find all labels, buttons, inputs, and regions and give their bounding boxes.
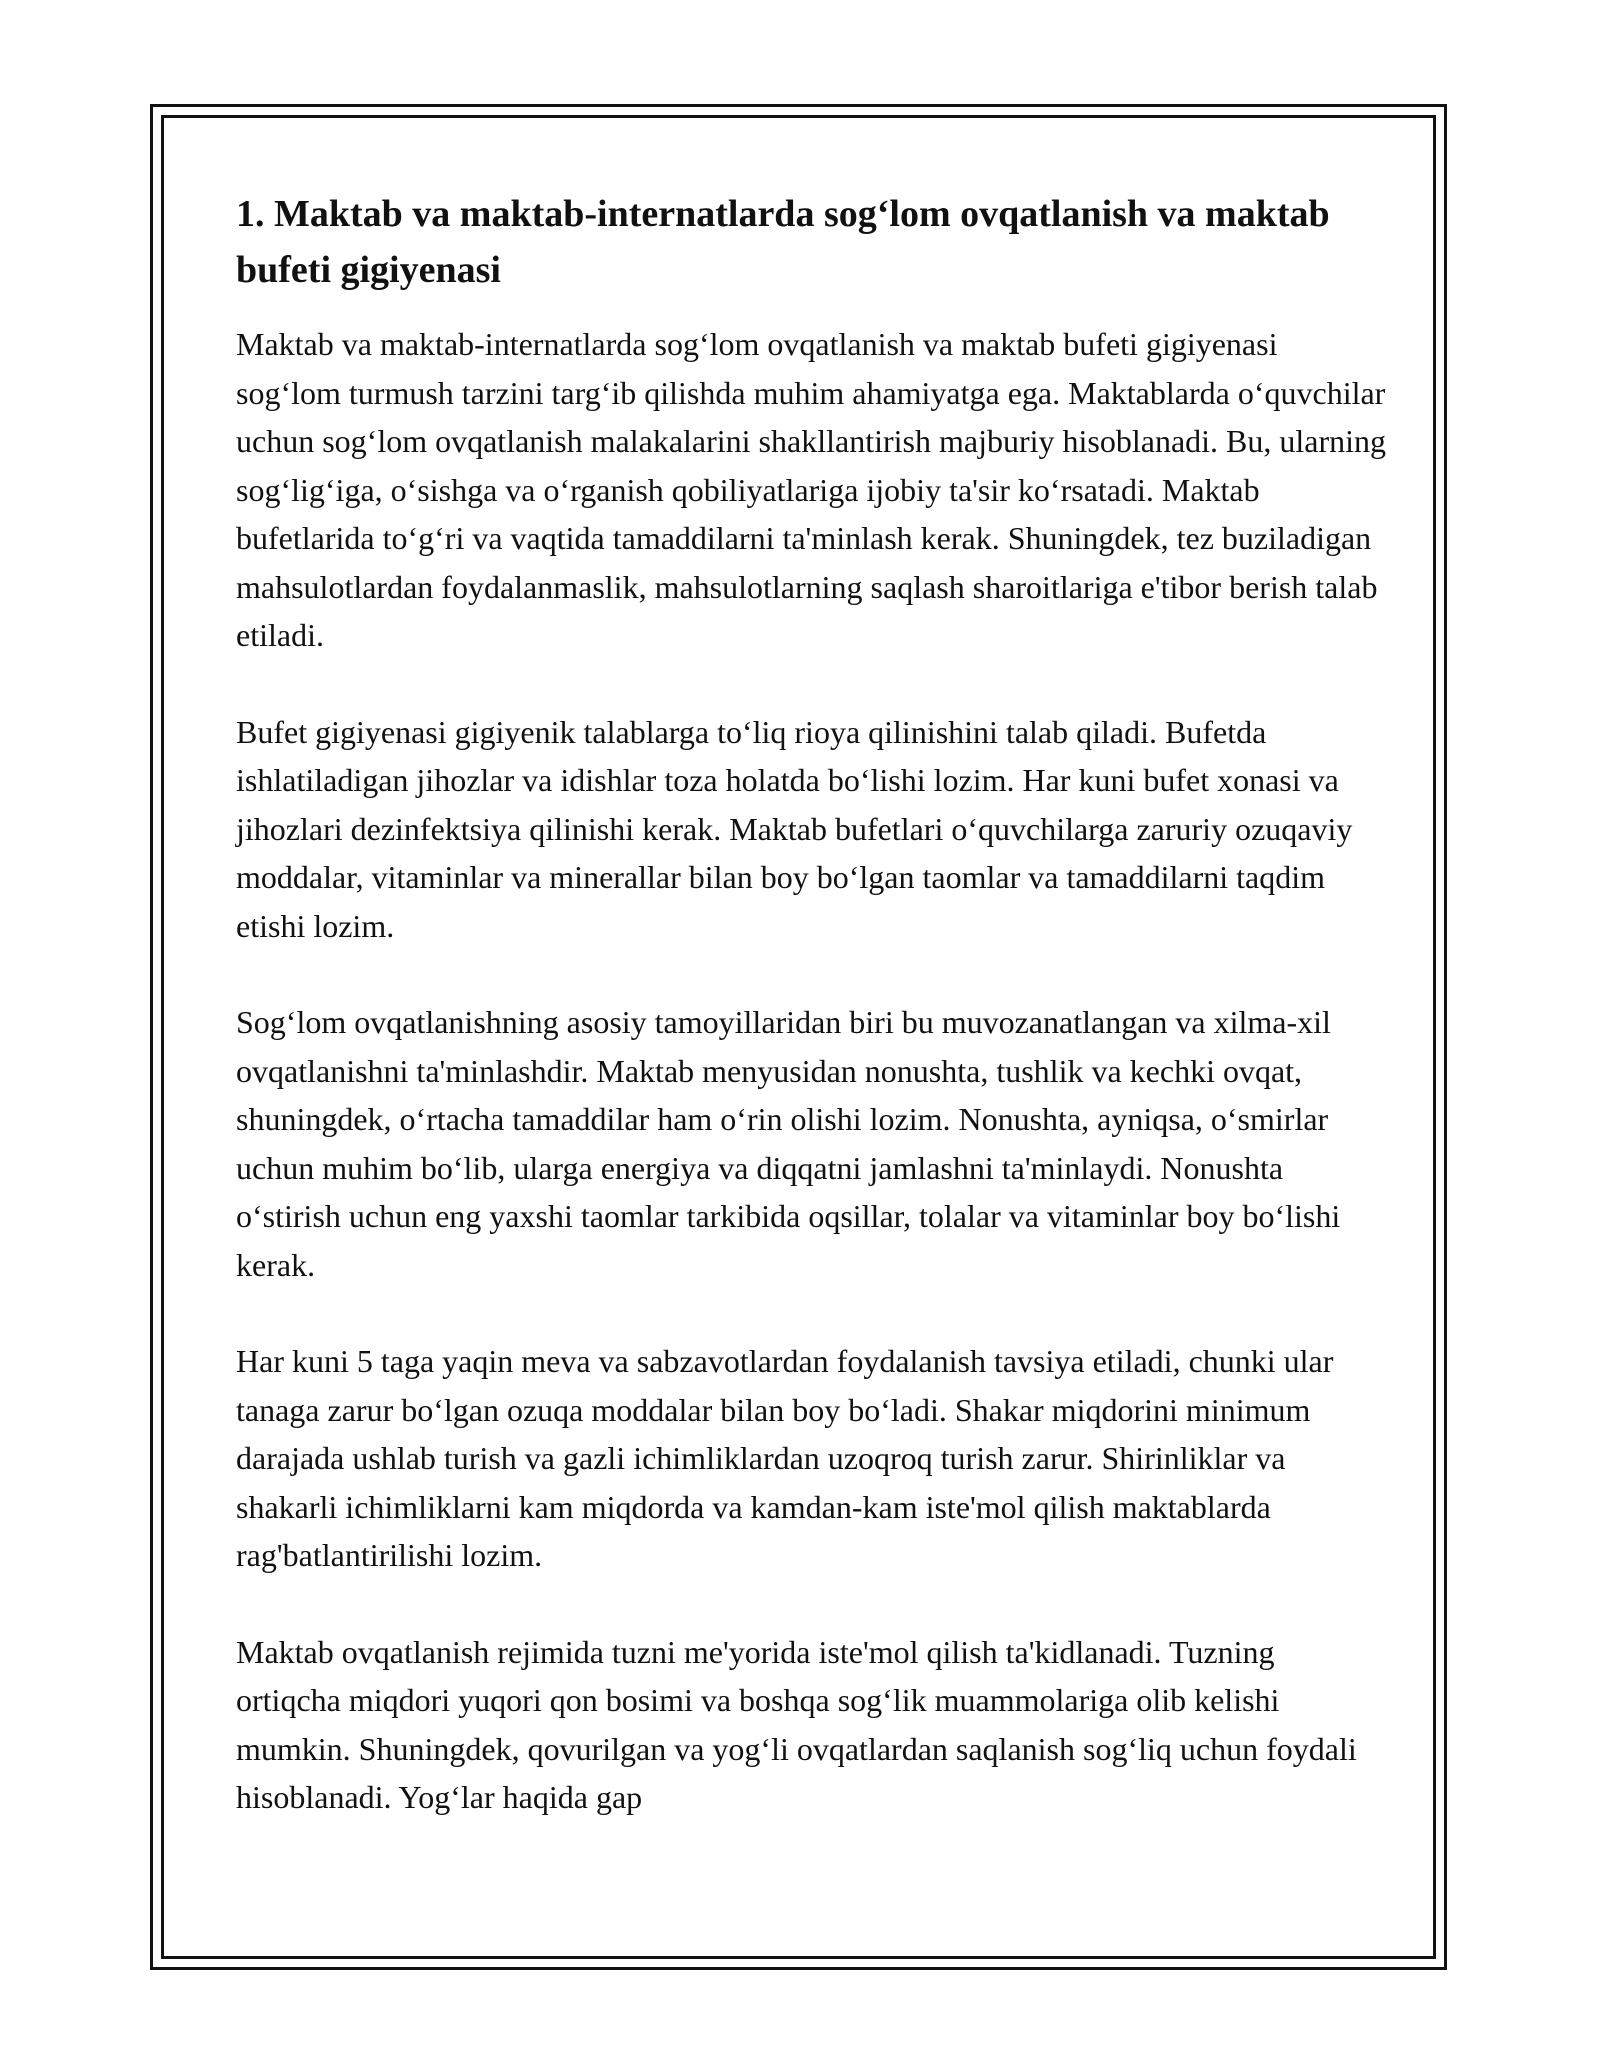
document-body bbox=[236, 186, 1386, 1870]
section-heading: 1. Maktab va maktab-internatlarda sog‘lom ovqatlanish va maktab bufeti gigiyenasi bbox=[236, 193, 1330, 291]
paragraph-3: Sog‘lom ovqatlanishning asosiy tamoyillaridan biri bu muvozanatlangan va xilma-xil ovqatlanishni ta'minlashdir. Maktab menyusidan nonushta, tushlik va kechki ovqat, shuningdek, o‘rtacha tamaddilar ham o‘rin olishi lozim. Nonushta, ayniqsa, o‘smirlar uchun muhim bo‘lib, ularga energiya va diqqatni jamlashni ta'minlaydi. Nonushta o‘stirish uchun eng yaxshi taomlar tarkibida oqsillar, tolalar va vitaminlar boy bo‘lishi kerak. bbox=[236, 1004, 1341, 1283]
paragraph-5: Maktab ovqatlanish rejimida tuzni me'yorida iste'mol qilish ta'kidlanadi. Tuzning ortiqcha miqdori yuqori qon bosimi va boshqa sog‘lik muammolariga olib kelishi mumkin. Shuningdek, qovurilgan va yog‘li ovqatlardan saqlanish sog‘liq uchun foydali hisoblanadi. Yog‘lar haqida gap bbox=[236, 1633, 1357, 1815]
paragraph-2: Bufet gigiyenasi gigiyenik talablarga to‘liq rioya qilinishini talab qiladi. Bufetda ishlatiladigan jihozlar va idishlar toza holatda bo‘lishi lozim. Har kuni bufet xonasi va jihozlari dezinfektsiya qilinishi kerak. Maktab bufetlari o‘quvchilarga zaruriy ozuqaviy moddalar, vitaminlar va minerallar bilan boy bo‘lgan taomlar va tamaddilarni taqdim etishi lozim. bbox=[236, 713, 1353, 944]
paragraph-1: Maktab va maktab-internatlarda sog‘lom ovqatlanish va maktab bufeti gigiyenasi sog‘lom turmush tarzini targ‘ib qilishda muhim ahamiyatga ega. Maktablarda o‘quvchilar uchun sog‘lom ovqatlanish malakalarini shakllantirish majburiy hisoblanadi. Bu, ularning sog‘lig‘iga, o‘sishga va o‘rganish qobiliyatlariga ijobiy ta'sir ko‘rsatadi. Maktab bufetlarida to‘g‘ri va vaqtida tamaddilarni ta'minlash kerak. Shuningdek, tez buziladigan mahsulotlardan foydalanmaslik, mahsulotlarning saqlash sharoitlariga e'tibor berish talab etiladi. bbox=[236, 326, 1387, 653]
paragraph-4: Har kuni 5 taga yaqin meva va sabzavotlardan foydalanish tavsiya etiladi, chunki ular tanaga zarur bo‘lgan ozuqa moddalar bilan boy bo‘ladi. Shakar miqdorini minimum darajada ushlab turish va gazli ichimliklardan uzoqroq turish zarur. Shirinliklar va shakarli ichimliklarni kam miqdorda va kamdan-kam iste'mol qilish maktablarda rag'batlantirilishi lozim. bbox=[236, 1343, 1334, 1573]
